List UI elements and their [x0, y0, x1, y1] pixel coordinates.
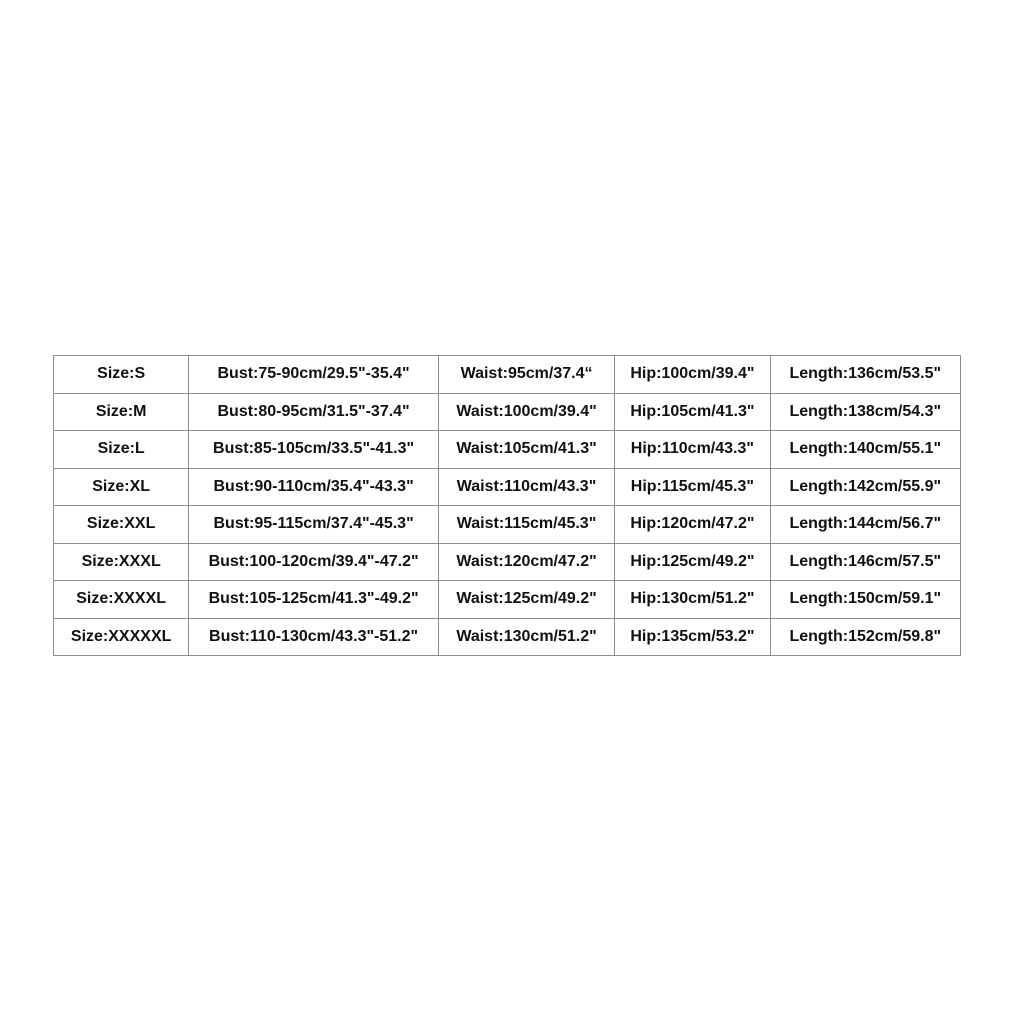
- waist-cell: Waist:95cm/37.4“: [438, 356, 614, 394]
- length-cell: Length:152cm/59.8": [770, 618, 960, 656]
- waist-cell: Waist:110cm/43.3": [438, 468, 614, 506]
- table-row: [54, 581, 961, 619]
- size-cell: Size:S: [54, 356, 189, 394]
- table-row: [54, 431, 961, 469]
- length-cell: Length:136cm/53.5": [770, 356, 960, 394]
- hip-cell: Hip:125cm/49.2": [615, 543, 770, 581]
- waist-cell: Waist:100cm/39.4": [438, 393, 614, 431]
- bust-cell: Bust:95-115cm/37.4"-45.3": [189, 506, 439, 544]
- waist-cell: Waist:115cm/45.3": [438, 506, 614, 544]
- bust-cell: Bust:90-110cm/35.4"-43.3": [189, 468, 439, 506]
- bust-cell: Bust:80-95cm/31.5"-37.4": [189, 393, 439, 431]
- size-cell: Size:XXL: [54, 506, 189, 544]
- bust-cell: Bust:75-90cm/29.5"-35.4": [189, 356, 439, 394]
- size-cell: Size:XXXL: [54, 543, 189, 581]
- bust-cell: Bust:105-125cm/41.3"-49.2": [189, 581, 439, 619]
- size-cell: Size:M: [54, 393, 189, 431]
- table-row: [54, 356, 961, 394]
- table-row: [54, 468, 961, 506]
- size-cell: Size:XXXXL: [54, 581, 189, 619]
- waist-cell: Waist:105cm/41.3": [438, 431, 614, 469]
- length-cell: Length:138cm/54.3": [770, 393, 960, 431]
- size-chart-table: [53, 355, 961, 656]
- bust-cell: Bust:100-120cm/39.4"-47.2": [189, 543, 439, 581]
- hip-cell: Hip:135cm/53.2": [615, 618, 770, 656]
- waist-cell: Waist:130cm/51.2": [438, 618, 614, 656]
- waist-cell: Waist:120cm/47.2": [438, 543, 614, 581]
- length-cell: Length:150cm/59.1": [770, 581, 960, 619]
- length-cell: Length:144cm/56.7": [770, 506, 960, 544]
- hip-cell: Hip:130cm/51.2": [615, 581, 770, 619]
- size-cell: Size:XXXXXL: [54, 618, 189, 656]
- table-row: [54, 543, 961, 581]
- table-row: [54, 618, 961, 656]
- length-cell: Length:142cm/55.9": [770, 468, 960, 506]
- waist-cell: Waist:125cm/49.2": [438, 581, 614, 619]
- hip-cell: Hip:100cm/39.4": [615, 356, 770, 394]
- table-row: [54, 506, 961, 544]
- hip-cell: Hip:105cm/41.3": [615, 393, 770, 431]
- hip-cell: Hip:120cm/47.2": [615, 506, 770, 544]
- length-cell: Length:146cm/57.5": [770, 543, 960, 581]
- table-row: [54, 393, 961, 431]
- bust-cell: Bust:110-130cm/43.3"-51.2": [189, 618, 439, 656]
- hip-cell: Hip:115cm/45.3": [615, 468, 770, 506]
- hip-cell: Hip:110cm/43.3": [615, 431, 770, 469]
- size-cell: Size:XL: [54, 468, 189, 506]
- size-cell: Size:L: [54, 431, 189, 469]
- bust-cell: Bust:85-105cm/33.5"-41.3": [189, 431, 439, 469]
- length-cell: Length:140cm/55.1": [770, 431, 960, 469]
